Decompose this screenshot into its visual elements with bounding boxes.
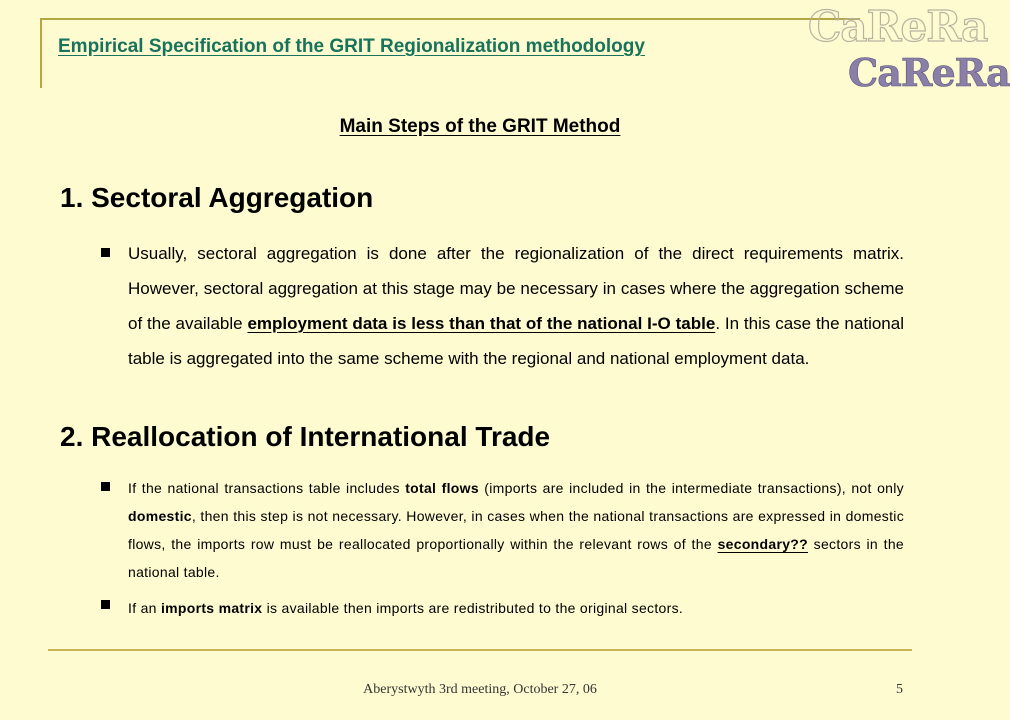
header-frame-left: [40, 18, 42, 88]
footer-text: Aberystwyth 3rd meeting, October 27, 06: [363, 682, 597, 697]
carera-logo: [808, 2, 1010, 102]
text-span: is available then imports are redistributed to the original sectors.: [262, 600, 684, 616]
text-span: Usually, sectoral aggregation is done after the regionalization of the direct requirements matrix. However, sectoral aggregation at this stage may be necessary in cases where the aggregation scheme of the available: [128, 244, 904, 333]
section-2-bullet-2: [128, 594, 904, 622]
square-bullet-icon: [101, 600, 110, 609]
section-heading-2: 2. Reallocation of International Trade: [60, 421, 551, 452]
bold-text: total flows: [405, 480, 479, 496]
section-1-paragraph: [128, 236, 904, 376]
text-span: If the national transactions table includes: [128, 480, 406, 496]
text-span: , then this step is not necessary. However, in cases when the national transactions are expressed in domestic flows, the imports row must be reallocated proportionally within the relevant rows of the: [128, 508, 904, 552]
logo-text-outline: CaReRa: [808, 2, 988, 51]
text-span: (imports are included in the intermediate transactions), not only: [478, 480, 904, 496]
text-span: . In this case the national table is aggregated into the same scheme with the regional and national employment data.: [128, 314, 904, 368]
page-number: 5: [896, 682, 903, 697]
square-bullet-icon: [101, 248, 110, 257]
slide-title: Empirical Specification of the GRIT Regionalization methodology: [58, 36, 645, 57]
slide-subtitle: Main Steps of the GRIT Method: [339, 116, 621, 137]
header-frame-top: [40, 18, 860, 20]
bold-text: domestic: [128, 508, 192, 524]
square-bullet-icon: [101, 482, 110, 491]
bold-text: imports matrix: [160, 600, 263, 616]
text-span: If an: [128, 600, 161, 616]
text-span: sectors in the national table.: [128, 536, 904, 580]
footer-divider: [48, 649, 912, 651]
emphasis-text: secondary??: [717, 536, 809, 552]
emphasis-text: employment data is less than that of the national I-O table: [247, 314, 716, 333]
section-2-bullet-1: [128, 474, 904, 586]
logo-text: CaReRa: [848, 50, 1010, 95]
section-heading-1: 1. Sectoral Aggregation: [60, 182, 374, 213]
